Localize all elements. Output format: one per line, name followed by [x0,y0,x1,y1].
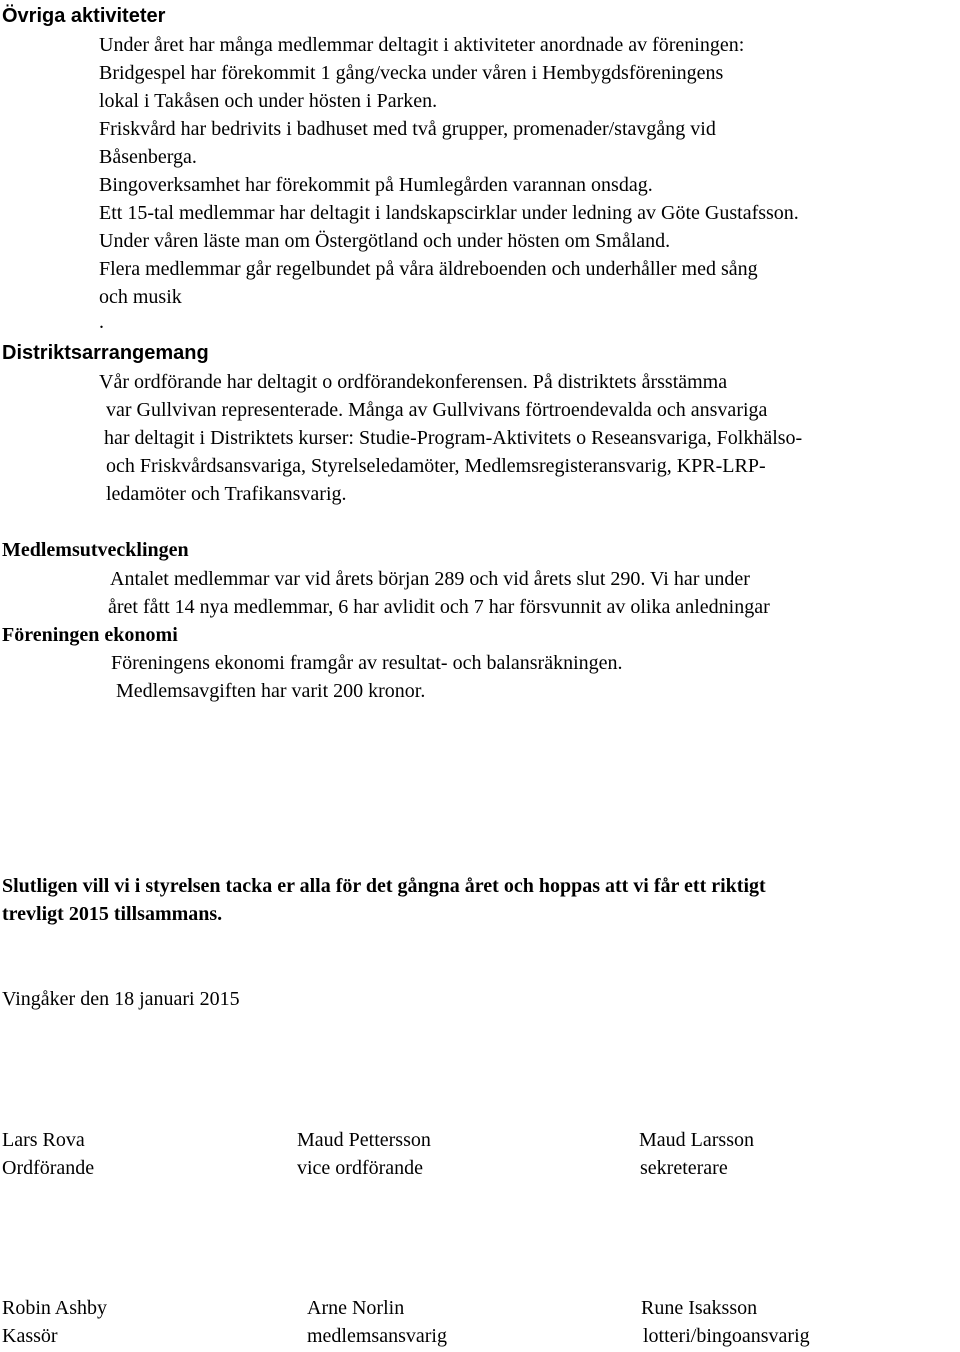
signature-name: Maud Pettersson [297,1129,431,1151]
text-line: Under året har många medlemmar deltagit i aktiviteter anordnade av föreningen: [99,34,745,56]
text-line: ledamöter och Trafikansvarig. [106,483,347,505]
text-line: och musik [99,286,182,308]
text-line: . [99,311,104,333]
place-date: Vingåker den 18 januari 2015 [2,988,240,1010]
text-line: Ett 15-tal medlemmar har deltagit i landskapscirklar under ledning av Göte Gustafsson. [99,202,799,224]
text-line: lokal i Takåsen och under hösten i Parken. [99,90,438,112]
signature-role: vice ordförande [297,1157,424,1179]
text-line: Bridgespel har förekommit 1 gång/vecka under våren i Hembygdsföreningens [99,62,724,84]
text-line: och Friskvårdsansvariga, Styrelseledamöter, Medlemsregisteransvarig, KPR-LRP- [106,455,766,477]
signature-name: Arne Norlin [307,1297,405,1319]
text-line: Medlemsavgiften har varit 200 kronor. [116,680,426,702]
closing-line-1: Slutligen vill vi i styrelsen tacka er alla för det gångna året och hoppas att vi får ett riktigt [2,875,766,897]
signature-role: Kassör [2,1325,58,1347]
text-line: Flera medlemmar går regelbundet på våra äldreboenden och underhåller med sång [99,258,758,280]
text-line: året fått 14 nya medlemmar, 6 har avlidit och 7 har försvunnit av olika anledningar [108,596,770,618]
signature-name: Maud Larsson [639,1129,754,1151]
text-line: Föreningens ekonomi framgår av resultat- och balansräkningen. [111,652,623,674]
signature-name: Lars Rova [2,1129,85,1151]
signature-name: Robin Ashby [2,1297,108,1319]
text-line: Antalet medlemmar var vid årets början 289 och vid årets slut 290. Vi har under [110,568,750,590]
signature-role: medlemsansvarig [307,1325,447,1347]
section-heading-distrikt: Distriktsarrangemang [2,342,209,364]
text-line: var Gullvivan representerade. Många av Gullvivans förtroendevalda och ansvariga [106,399,768,421]
text-line: Bingoverksamhet har förekommit på Humlegården varannan onsdag. [99,174,653,196]
section-heading-medlem: Medlemsutvecklingen [2,539,189,561]
text-line: Under våren läste man om Östergötland och under hösten om Småland. [99,230,671,252]
section-heading-ekonomi: Föreningen ekonomi [2,624,178,646]
signature-role: lotteri/bingoansvarig [643,1325,810,1347]
text-line: Båsenberga. [99,146,197,168]
signature-role: sekreterare [640,1157,728,1179]
section-heading-ovriga: Övriga aktiviteter [2,5,166,27]
text-line: har deltagit i Distriktets kurser: Studie-Program-Aktivitets o Reseansvariga, Folkhälso- [104,427,803,449]
signature-role: Ordförande [2,1157,95,1179]
closing-line-2: trevligt 2015 tillsammans. [2,903,223,925]
text-line: Friskvård har bedrivits i badhuset med två grupper, promenader/stavgång vid [99,118,716,140]
text-line: Vår ordförande har deltagit o ordförandekonferensen. På distriktets årsstämma [99,371,728,393]
signature-name: Rune Isaksson [641,1297,758,1319]
